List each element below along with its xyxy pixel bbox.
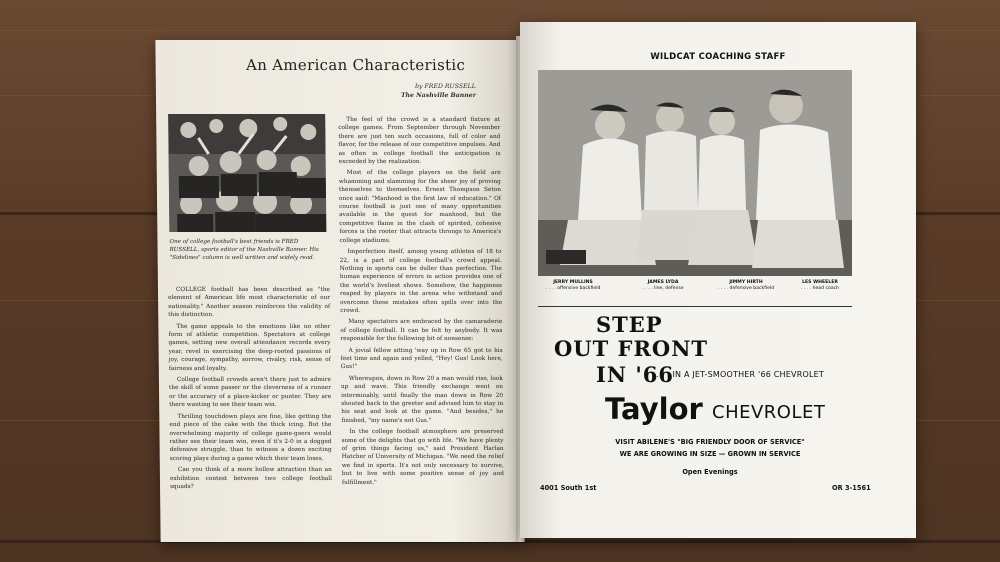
- coach-caption: [538, 280, 608, 292]
- article-column-1: [168, 286, 332, 494]
- coach-name: LES WHEELER: [802, 280, 838, 285]
- byline-paper: The Nashville Banner: [400, 91, 476, 99]
- coach-caption: [706, 280, 786, 292]
- paragraph: Can you think of a more hollow attraction than an exhibition contest between two college football squads?: [169, 467, 332, 490]
- ad-headline-step: STEP: [596, 312, 663, 337]
- dealer-name: Taylor: [605, 392, 703, 426]
- paragraph: Whereupon, down in Row 20 a man would rise, look up and wave. This friendly exchange went on interminably, until finally the man down in Row 20 shouted back to the greeter and advised him to stay in his seat and look at the game. "And besides," he finished, "my name's not Gus.": [340, 375, 504, 424]
- paragraph: COLLEGE football has been described as "the element of American life most characteristic of our nationality." Another season reinforces the validity of this distinction.: [168, 287, 331, 319]
- byline-author: by FRED RUSSELL: [415, 83, 476, 90]
- coach-role: . . . . offensive backfield: [545, 286, 601, 291]
- photo-caption: One of college football's best friends is FRED RUSSELL, sports editor of the Nashville Banner. His "Sidelines" column is well written and widely read.: [169, 239, 319, 261]
- byline: [306, 83, 476, 100]
- dealer-brand: CHEVROLET: [712, 402, 826, 423]
- paragraph: A jovial fellow sitting 'way up in Row 65 got to his feet time and again and yelled, "Hey! Gus! Look here, Gus!": [340, 347, 503, 371]
- paragraph: College football crowds aren't there just to admire the skill of some passer or the cleverness of a runner or the accuracy of a place-kicker or punter. They are there wanting to see their team win.: [168, 377, 332, 409]
- paragraph: Most of the college players on the field are whamming and slamming for the sheer joy of proving themselves to themselves. Ernest Thompson Seton once said: "Manhood is the first law of education." Of course football is just one of many opportunities available in the quest for manhood, but the competitive flame in the clash of spirited, cohesive forces is the rooter that attracts throngs to America's college stadiums.: [338, 170, 502, 244]
- paragraph: In the college football atmosphere are preserved some of the delights that go with life. "We have plenty of grim things facing us," said President Harlan Hatcher of University of Michigan. "We need the relief we find in sports. It's not only necessary to survive, but to live with some positive sense of joy and fulfillment.": [341, 429, 504, 486]
- paragraph: Imperfection itself, among young athletes of 18 to 22, is a part of college football's crowd appeal. Nothing in sports can be duller than perfection. The human experience of errors in action provides one of the world's liveliest shows. Somehow, the happiness reaped by players in the arena who withstand and overcome these mistakes often spills over into the crowd.: [339, 249, 503, 314]
- paragraph: Thrilling touchdown plays are fine, like getting the end piece of the cake with the thick icing. But the overwhelming majority of college game-goers would rather see their team win, even if it's 2-0 in a dogged defensive struggle, than to witness a dozen exciting scoring plays during a game which their team loses.: [169, 413, 332, 462]
- coach-name: JAMES LYDA: [647, 280, 679, 285]
- ad-hours: Open Evenings: [682, 468, 738, 476]
- coach-role: . . . . line, defense: [642, 286, 684, 291]
- article-title: An American Characteristic: [245, 56, 466, 74]
- ad-headline-out-front: OUT FRONT: [554, 336, 709, 361]
- ad-growing-line: WE ARE GROWING IN SIZE — GROWN IN SERVICE: [619, 450, 801, 458]
- coaching-staff-photo: [538, 70, 852, 276]
- paragraph: Many spectators are embraced by the camaraderie of college football. It can be felt by anybody. It was responsible for the following bit of nonsense:: [340, 319, 503, 343]
- article-column-2: [338, 116, 504, 490]
- dealer-address: 4001 South 1st: [540, 484, 597, 492]
- ad-headline-in-66: IN '66: [596, 362, 674, 387]
- coach-names: [538, 280, 852, 306]
- coach-caption: [788, 280, 852, 292]
- coach-caption: [628, 280, 698, 292]
- dealer-phone: OR 3-1561: [832, 484, 871, 492]
- ad-visit-line: VISIT ABILENE'S "BIG FRIENDLY DOOR OF SERVICE": [615, 438, 805, 446]
- staff-header: WILDCAT COACHING STAFF: [650, 52, 786, 62]
- paragraph: The game appeals to the emotions like no other form of athletic competition. Spectators at college games, setting new overall attendance records every year, revel in exercising the deep-rooted passions of joy, courage, sympathy, sorrow, rivalry, risk, sense of fairness and loyalty.: [168, 323, 331, 372]
- coach-role: . . . . defensive backfield: [717, 286, 775, 291]
- left-page: [155, 40, 524, 542]
- crowd-photo-illustration: [168, 114, 326, 232]
- crowd-photo: [168, 114, 326, 232]
- ad-tagline: . . . IN A JET-SMOOTHER '66 CHEVROLET: [656, 370, 824, 379]
- coaches-illustration: [538, 70, 852, 276]
- paragraph: The feel of the crowd is a standard fixture at college games. From September through November there are just ten such occasions, full of color and flavor, for the release of our competitive impulses. And as often in college football the anticipation is exceeded by the realization.: [338, 117, 501, 166]
- coach-name: JERRY MULLINS: [553, 280, 593, 285]
- coach-role: . . . . head coach: [800, 286, 840, 291]
- right-page: [520, 22, 916, 538]
- divider: [538, 306, 852, 307]
- coach-name: JIMMY HIRTH: [729, 280, 763, 285]
